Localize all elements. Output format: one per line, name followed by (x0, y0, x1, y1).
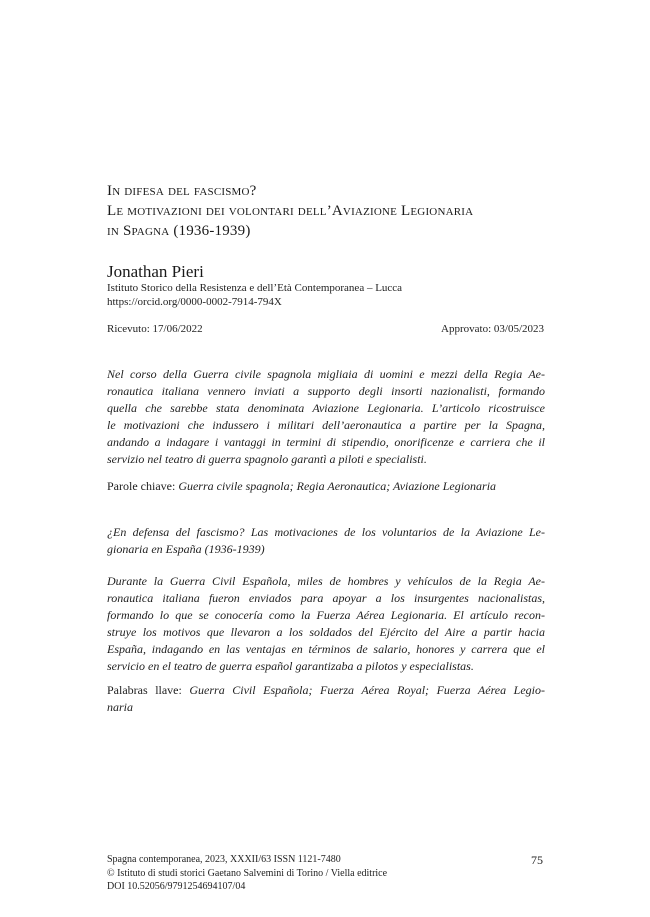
abstract-es-line: servicio en el teatro de guerra español garantizaba a pilotos y especialistas. (107, 659, 474, 673)
approved-date: Approvato: 03/05/2023 (441, 323, 544, 335)
page-number: 75 (531, 853, 543, 867)
abstract-spanish (107, 573, 545, 675)
abstract-es-line: España, indagando en las ventajas en términos de salario, honores y carrera que el (107, 642, 545, 656)
abstract-es-line: formando lo que se conocería como la Fuerza Aérea Legionaria. El artículo recon- (107, 608, 545, 622)
keywords-es-values: Guerra Civil Española; Fuerza Aérea Royal; Fuerza Aérea Legio- (189, 683, 545, 697)
title-line-1: In difesa del fascismo? (107, 183, 257, 199)
keywords-italian (107, 478, 545, 495)
title-es-line: gionaria en España (1936-1939) (107, 542, 265, 556)
orcid-link[interactable]: https://orcid.org/0000-0002-7914-794X (107, 296, 282, 308)
article-title (107, 181, 547, 241)
abstract-es-line: struye los motivos que llevaron a los soldados del Ejército del Aire a partir hacia (107, 625, 545, 639)
abstract-it-line: le motivazioni che indussero i militari dell’aeronautica a partire per la Spagna, (107, 418, 545, 432)
keywords-spanish (107, 682, 545, 716)
title-spanish (107, 524, 545, 558)
abstract-it-line: ronautica italiana vennero inviati a supporto degli insorti nazionalisti, formando (107, 384, 545, 398)
abstract-es-line: Durante la Guerra Civil Española, miles de hombres y vehículos de la Regia Ae- (107, 574, 545, 588)
page-footer (107, 853, 544, 894)
title-line-3: in Spagna (1936-1939) (107, 223, 251, 239)
keywords-it-values: Guerra civile spagnola; Regia Aeronautica; Aviazione Legionaria (178, 479, 497, 493)
abstract-it-line: servizio nel teatro di guerra spagnolo garantì a piloti e specialisti. (107, 452, 427, 466)
doi-link[interactable]: DOI 10.52056/9791254694107/04 (107, 881, 246, 892)
title-line-2: Le motivazioni dei volontari dell’Aviazione Legionaria (107, 203, 474, 219)
title-es-line: ¿En defensa del fascismo? Las motivaciones de los voluntarios de la Aviazione Le- (107, 525, 545, 539)
keywords-es-label: Palabras llave: (107, 683, 190, 697)
author-affiliation: Istituto Storico della Resistenza e dell’Età Contemporanea – Lucca (107, 282, 403, 294)
author-name: Jonathan Pieri (107, 262, 204, 281)
journal-citation: Spagna contemporanea, 2023, XXXII/63 ISSN 1121-7480 (107, 854, 341, 865)
abstract-es-line: ronautica italiana fueron enviados para apoyar a los insurgentes nacionalistas, (107, 591, 545, 605)
copyright-notice: © Istituto di studi storici Gaetano Salvemini di Torino / Viella editrice (107, 867, 388, 879)
abstract-it-line: andando a indagare i vantaggi in termini di stipendio, onorificenze e carriera che il (107, 435, 545, 449)
abstract-it-line: quella che sarebbe stata denominata Aviazione Legionaria. L’articolo ricostruisce (107, 401, 545, 415)
received-date: Ricevuto: 17/06/2022 (107, 323, 203, 335)
keywords-es-values-continued: naria (107, 700, 134, 714)
abstract-it-line: Nel corso della Guerra civile spagnola migliaia di uomini e mezzi della Regia Ae- (107, 367, 545, 381)
abstract-italian (107, 366, 545, 468)
keywords-it-label: Parole chiave: (107, 479, 179, 493)
